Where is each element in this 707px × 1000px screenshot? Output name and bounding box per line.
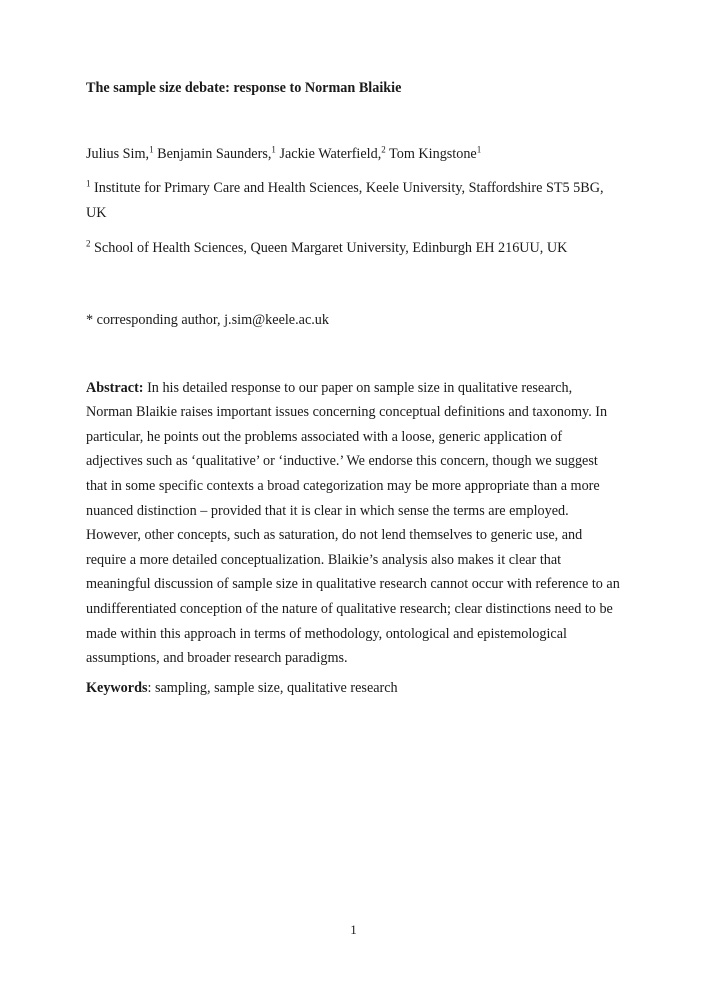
affiliation-1	[86, 176, 620, 225]
affiliation-text: School of Health Sciences, Queen Margaret University, Edinburgh EH 216UU, UK	[90, 240, 568, 257]
abstract-label: Abstract:	[86, 379, 144, 396]
abstract-paragraph	[86, 376, 620, 671]
author-affiliation-marker: 1	[271, 143, 276, 154]
affiliation-marker: 1	[86, 178, 91, 189]
paper-title: The sample size debate: response to Norman Blaikie	[86, 80, 402, 96]
author-affiliation-marker: 1	[476, 143, 482, 154]
author-line	[86, 142, 620, 167]
keywords-line	[86, 676, 620, 701]
abstract-text: In his detailed response to our paper on sample size in qualitative research, Norman Blaikie raises important issues concerning conceptual definitions and taxonomy. In particular, he points out the problems associated with a loose, generic application of adjectives such as ‘qualitative’ or ‘inductive.’ We endorse this concern, though we suggest that in some specific contexts a broad categorization may be more appropriate than a more nuanced distinction – provided that it is clear in which sense the terms are employed. However, other concepts, such as saturation, do not lend themselves to generic use, and require a more detailed conceptualization. Blaikie’s analysis also makes it clear that meaningful discussion of sample size in qualitative research cannot occur with reference to an undifferentiated conception of the nature of qualitative research; clear distinctions need to be made within this approach in terms of methodology, ontological and epistemological assumptions, and broader research paradigms.	[86, 379, 620, 667]
author-affiliation-marker: 1	[149, 143, 154, 154]
page-number: 1	[350, 922, 357, 937]
author-name: Jackie Waterfield,	[275, 145, 382, 162]
affiliation-text: Institute for Primary Care and Health Sciences, Keele University, Staffordshire ST5 5BG,	[90, 180, 604, 197]
affiliation-2	[86, 236, 620, 261]
affiliation-text: UK	[86, 204, 107, 221]
author-affiliation-marker: 2	[381, 143, 386, 154]
author-name: Benjamin Saunders,	[153, 145, 272, 162]
corresponding-author-line: * corresponding author, j.sim@keele.ac.uk	[86, 311, 329, 328]
author-name: Julius Sim,	[86, 145, 150, 162]
keywords-label: Keywords	[86, 679, 148, 696]
keywords-text: : sampling, sample size, qualitative research	[147, 679, 398, 696]
author-name: Tom Kingstone	[385, 145, 477, 162]
affiliation-marker: 2	[86, 238, 91, 249]
